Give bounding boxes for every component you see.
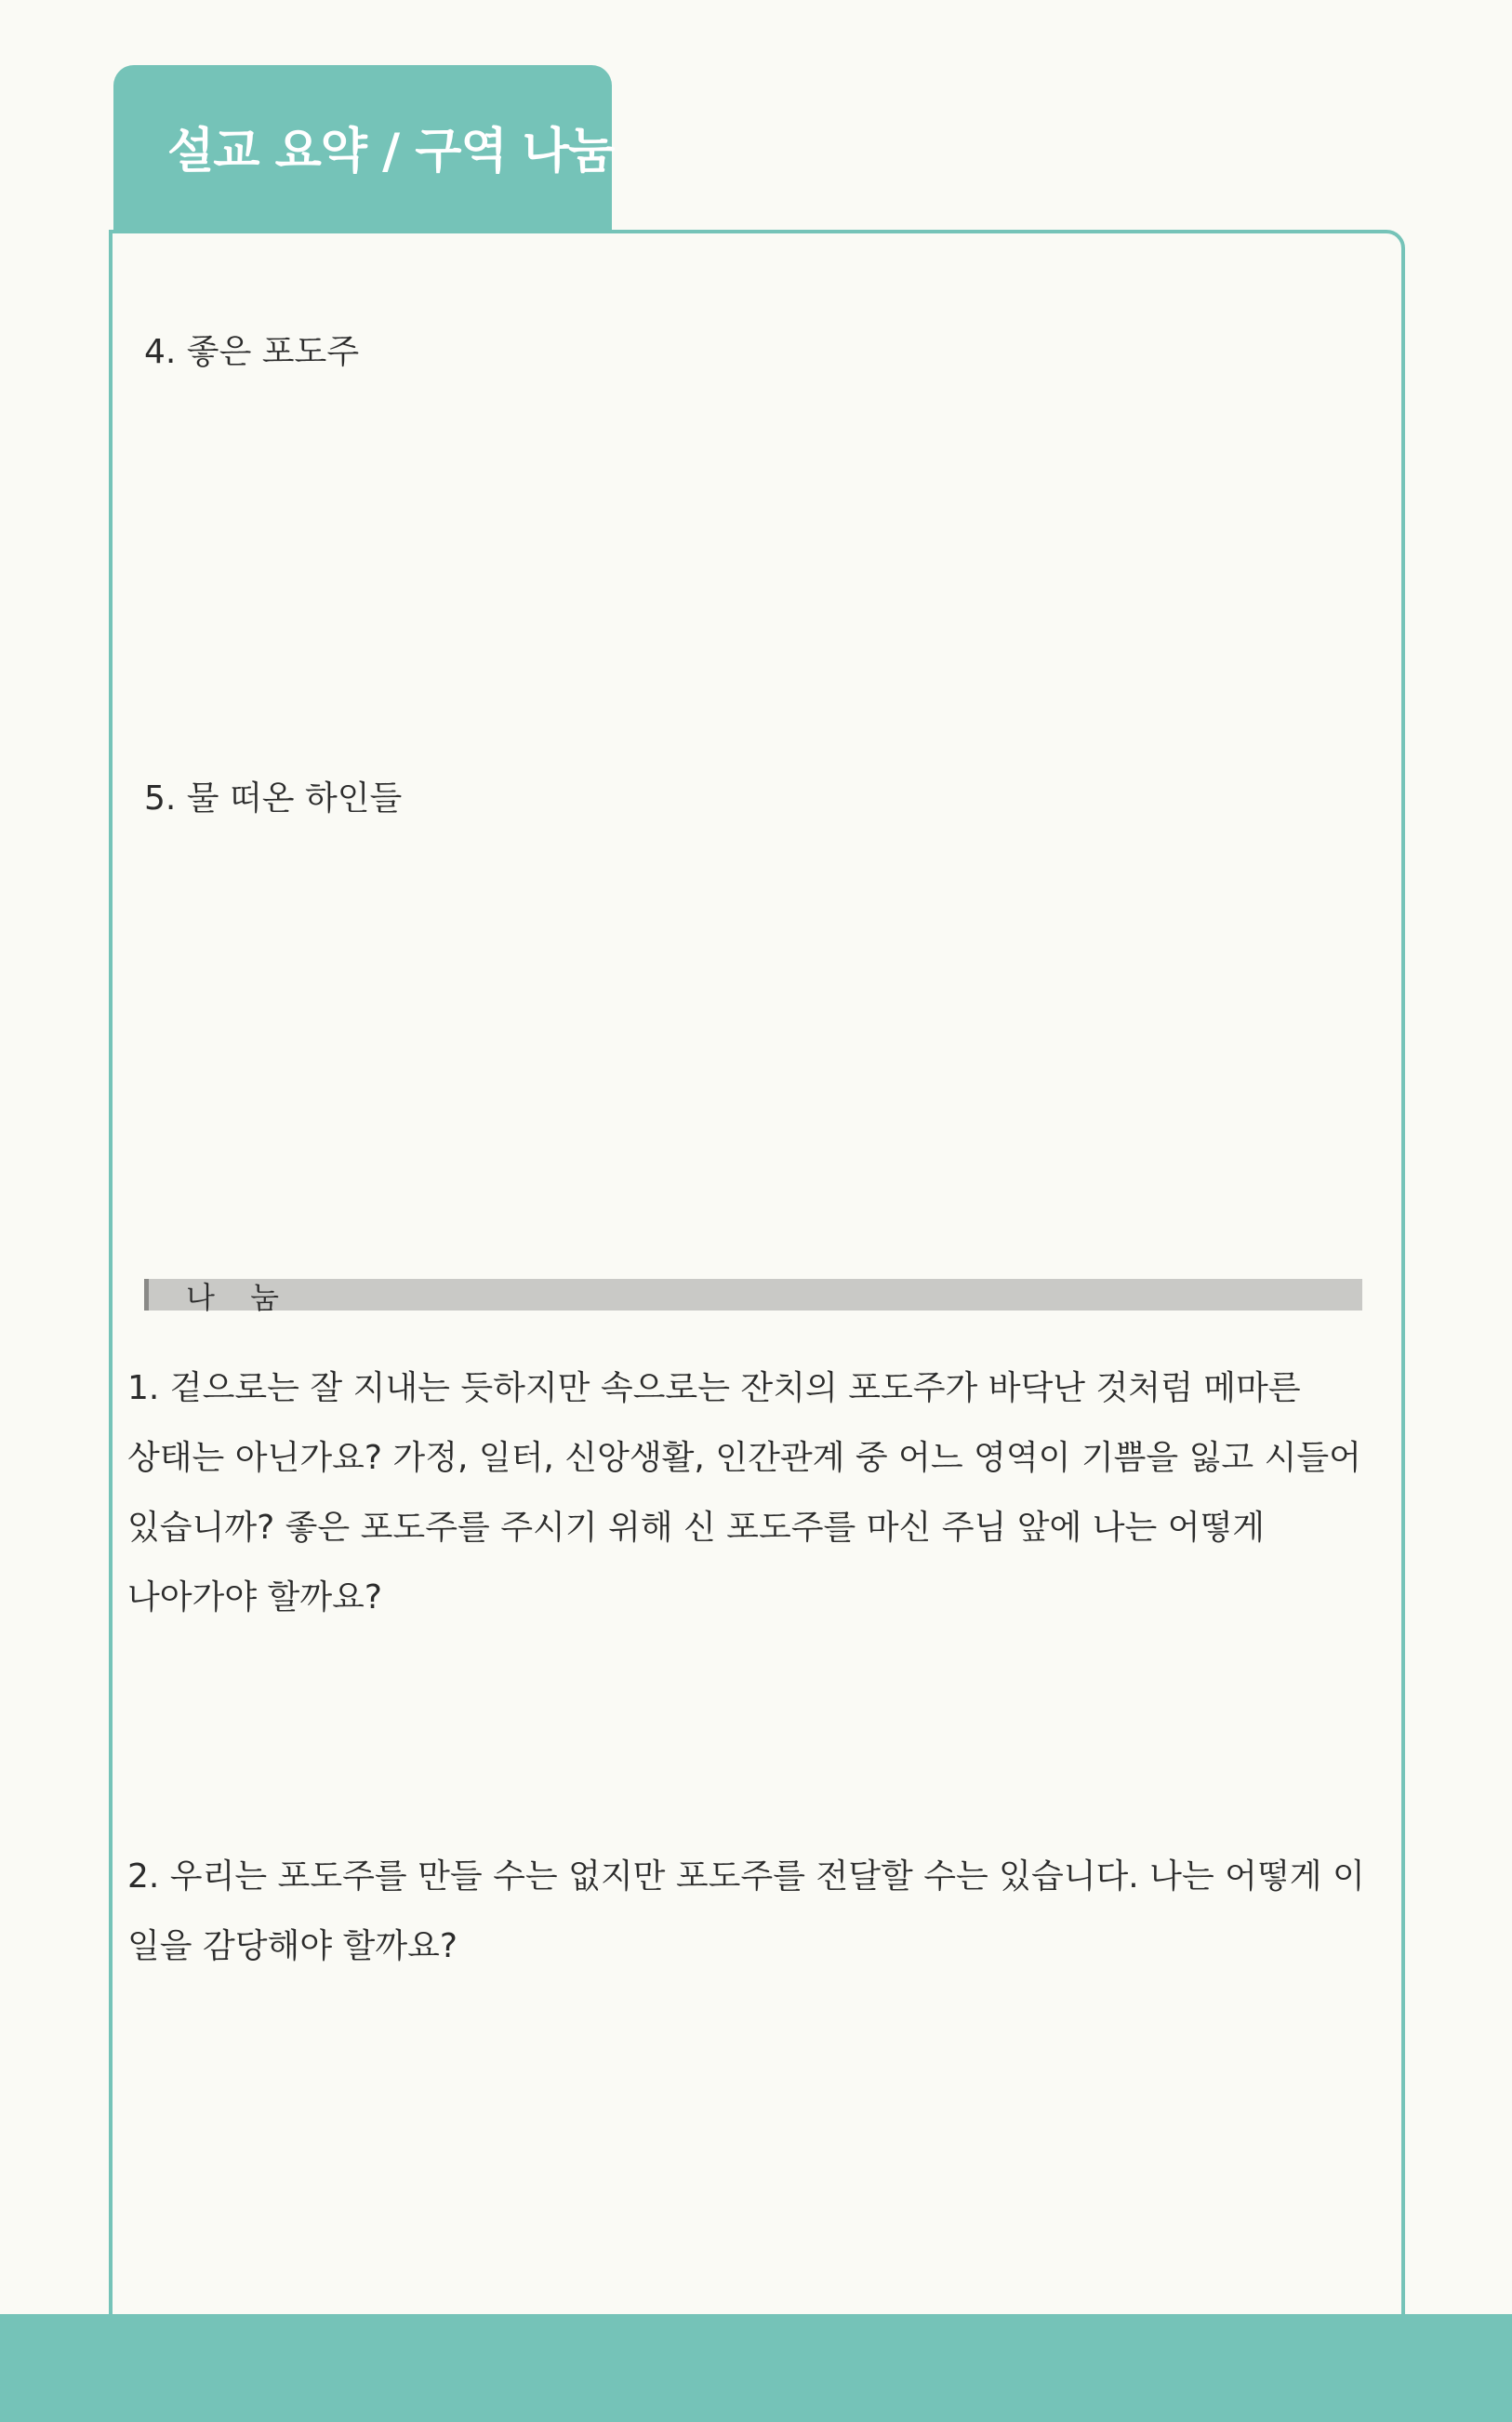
sermon-point-5: 5. 물 떠온 하인들 — [144, 779, 403, 818]
sharing-question-1: 1. 겉으로는 잘 지내는 듯하지만 속으로는 잔치의 포도주가 바닥난 것처럼 메마른 상태는 아닌가요? 가정, 일터, 신앙생활, 인간관계 중 어느 영역이 기쁨을 잃고 시들어 있습니까? 좋은 포도주를 주시기 위해 신 포도주를 마신 주님 앞에 나는 어떻게 나아가야 할까요? — [127, 1369, 1361, 1617]
sharing-heading-bar — [144, 1279, 1362, 1315]
page-title: 설교 요약 / 구역 나눔 — [167, 124, 615, 180]
footer-band — [0, 2314, 1512, 2422]
sermon-point-4: 4. 좋은 포도주 — [144, 333, 360, 371]
sharing-question-2: 2. 우리는 포도주를 만들 수는 없지만 포도주를 전달할 수는 있습니다. 나는 어떻게 이 일을 감당해야 할까요? — [127, 1857, 1365, 1965]
sharing-heading: 나 눔 — [186, 1280, 292, 1315]
